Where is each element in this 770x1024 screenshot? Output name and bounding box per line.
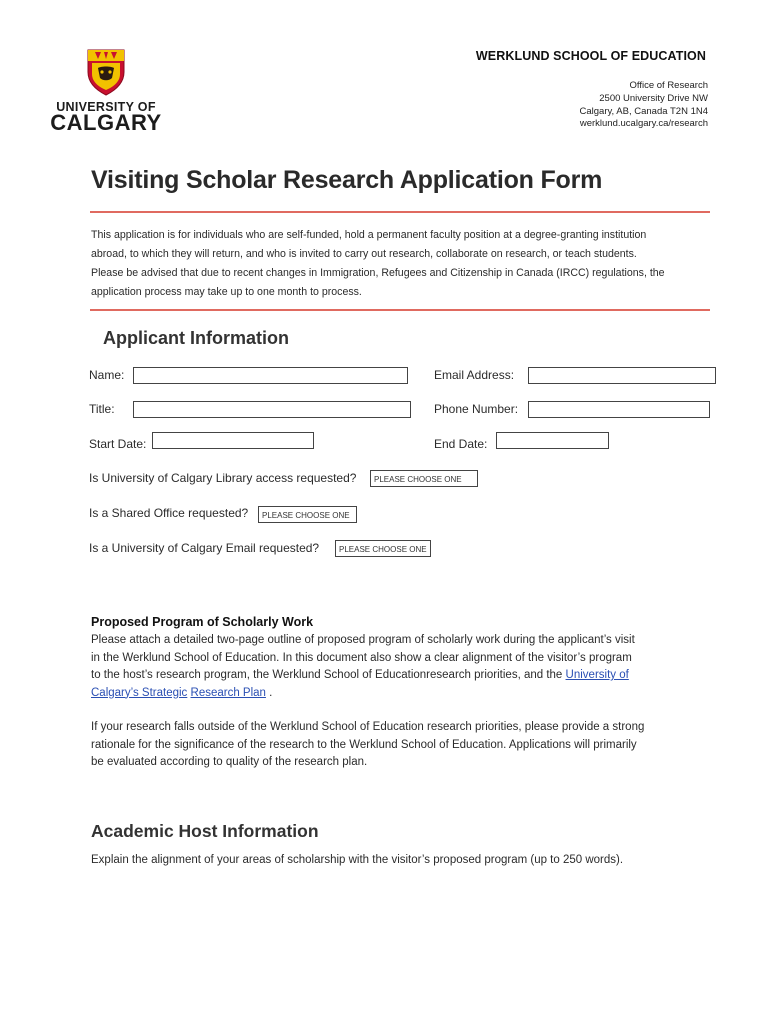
name-input[interactable] xyxy=(133,367,408,384)
title-divider xyxy=(90,211,710,213)
phone-input[interactable] xyxy=(528,401,710,418)
ucalgary-email-question: Is a University of Calgary Email requested? xyxy=(89,541,320,555)
university-name-line2: CALGARY xyxy=(50,110,162,135)
office-address xyxy=(580,80,709,131)
start-date-label: Start Date: xyxy=(89,437,147,451)
form-title: Visiting Scholar Research Application Form xyxy=(91,166,603,194)
crest-icon xyxy=(86,48,126,96)
shared-office-select[interactable]: PLEASE CHOOSE ONE xyxy=(258,506,357,523)
address-line: 2500 University Drive NW xyxy=(599,92,708,104)
intro-line: This application is for individuals who are self-funded, hold a permanent faculty position at a degree-granting institution xyxy=(91,229,647,241)
priorities-line: be evaluated according to quality of the research plan. xyxy=(91,756,368,768)
shared-office-question: Is a Shared Office requested? xyxy=(89,506,249,520)
intro-line: application process may take up to one month to process. xyxy=(91,286,362,298)
start-date-input[interactable] xyxy=(152,432,314,449)
applicant-heading: Applicant Information xyxy=(103,328,289,348)
research-plan-link[interactable]: Research Plan xyxy=(190,686,266,699)
host-instructions: Explain the alignment of your areas of scholarship with the visitor’s proposed program (up to 250 words). xyxy=(91,854,624,866)
program-line: Please attach a detailed two-page outline of proposed program of scholarly work during the applicant’s visit xyxy=(91,634,635,646)
intro-divider xyxy=(90,309,710,311)
email-label: Email Address: xyxy=(434,368,515,382)
priorities-line: rationale for the significance of the research to the Werklund School of Education. Applications will primarily xyxy=(91,738,637,751)
program-line xyxy=(91,667,711,685)
address-website: werklund.ucalgary.ca/research xyxy=(579,118,708,130)
program-line xyxy=(91,685,711,703)
address-line: Calgary, AB, Canada T2N 1N4 xyxy=(579,105,708,117)
address-line: Office of Research xyxy=(629,80,708,91)
program-heading: Proposed Program of Scholarly Work xyxy=(91,615,314,629)
library-access-select[interactable]: PLEASE CHOOSE ONE xyxy=(370,470,478,487)
program-text: to the host’s research program, the Werklund School of Educationresearch priorities, and the xyxy=(91,669,563,681)
phone-label: Phone Number: xyxy=(434,402,519,416)
program-line: in the Werklund School of Education. In this document also show a clear alignment of the visitor’s program xyxy=(91,651,632,664)
title-label: Title: xyxy=(89,402,115,416)
intro-line: abroad, to which they will return, and who is invited to carry out research, collaborate on research, or teach students. xyxy=(91,248,637,260)
strategic-plan-link[interactable]: University of xyxy=(565,669,629,681)
intro-line: Please be advised that due to recent changes in Immigration, Refugees and Citizenship in Canada (IRCC) regulations, the xyxy=(91,267,665,279)
name-label: Name: xyxy=(89,368,125,382)
university-name-line1: UNIVERSITY OF xyxy=(56,100,156,114)
ucalgary-email-select[interactable]: PLEASE CHOOSE ONE xyxy=(335,540,431,557)
end-date-input[interactable] xyxy=(496,432,609,449)
research-priorities-paragraph xyxy=(91,719,711,772)
strategic-plan-link[interactable]: Calgary’s Strategic xyxy=(91,686,188,699)
school-name: WERKLUND SCHOOL OF EDUCATION xyxy=(475,49,706,63)
library-access-question: Is University of Calgary Library access requested? xyxy=(89,471,357,485)
end-date-label: End Date: xyxy=(434,437,488,451)
title-input[interactable] xyxy=(133,401,411,418)
email-input[interactable] xyxy=(528,367,716,384)
program-text: . xyxy=(265,686,273,699)
program-paragraph xyxy=(91,632,711,702)
host-heading: Academic Host Information xyxy=(91,821,319,841)
intro-paragraph xyxy=(91,226,716,302)
university-logo xyxy=(50,46,162,136)
priorities-line: If your research falls outside of the Werklund School of Education research priorities, please provide a strong xyxy=(91,721,645,733)
